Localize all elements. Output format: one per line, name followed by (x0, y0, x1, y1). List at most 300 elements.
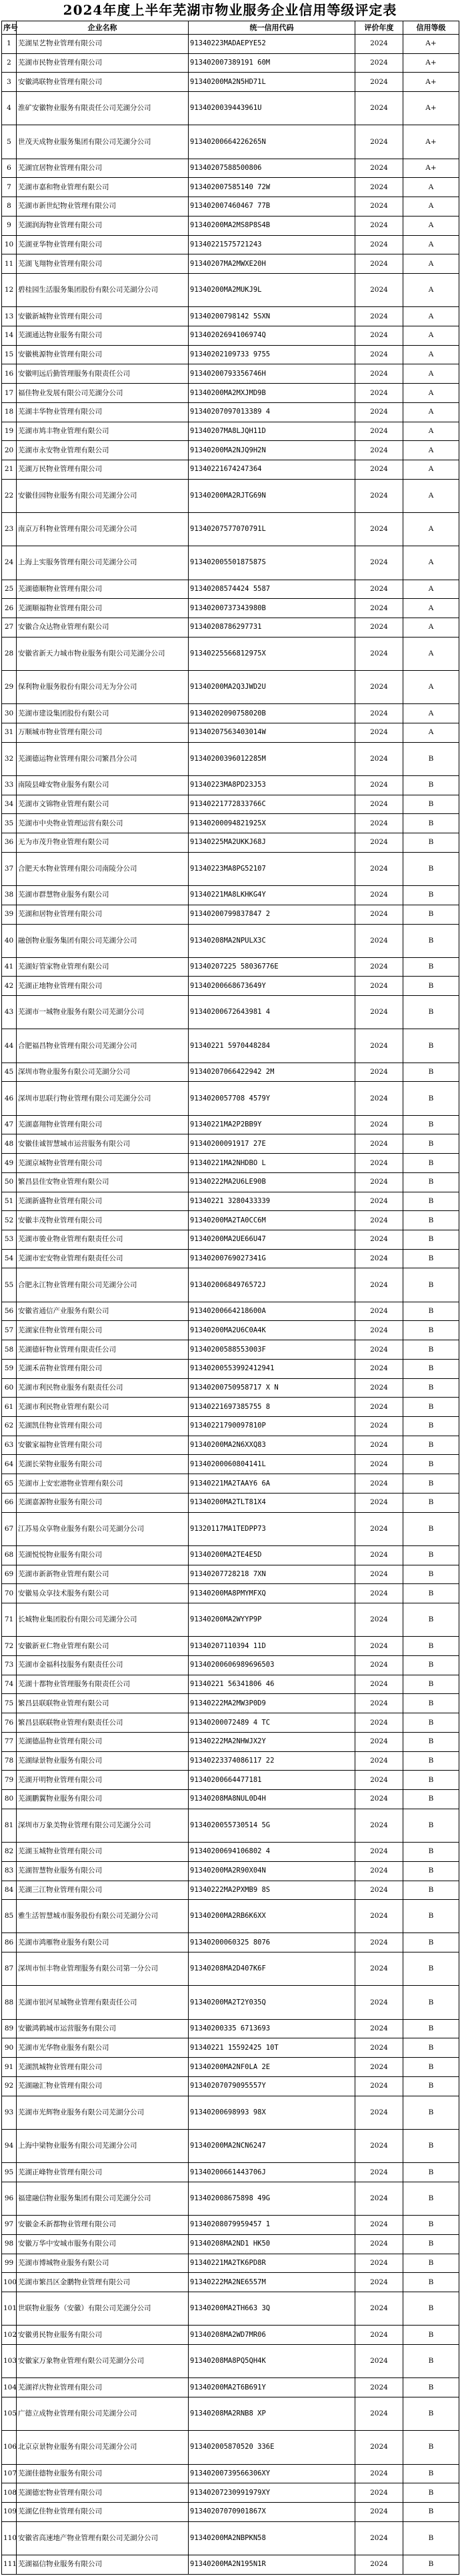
row-number: 65 (2, 1474, 17, 1494)
table-row (2, 364, 459, 384)
credit-code: 913402007460467 77B (189, 197, 355, 216)
credit-grade: B (403, 2129, 459, 2162)
table-row (2, 1359, 459, 1378)
credit-grade: B (403, 1398, 459, 1417)
row-number: 11 (2, 254, 17, 274)
credit-grade: A (403, 704, 459, 723)
evaluation-year: 2024 (355, 1675, 403, 1694)
company-name: 芜湖家佳物业管理有限公司 (17, 1321, 189, 1340)
evaluation-year: 2024 (355, 1134, 403, 1154)
evaluation-year: 2024 (355, 886, 403, 905)
company-name: 芜湖融汇物业管理有限公司 (17, 2076, 189, 2096)
company-name: 芜湖嘉翔物业管理有限公司 (17, 1115, 189, 1134)
row-number: 86 (2, 1933, 17, 1952)
credit-code: 91340208MA2NPULX3C (189, 924, 355, 957)
row-number: 66 (2, 1493, 17, 1512)
table-row (2, 1230, 459, 1250)
document-title: 2024年度上半年芜湖市物业服务企业信用等级评定表 (63, 2, 397, 18)
row-number: 48 (2, 1134, 17, 1154)
credit-code: 91340221697385755 8 (189, 1398, 355, 1417)
credit-code: 91340200684976572J (189, 1268, 355, 1302)
row-number: 13 (2, 307, 17, 326)
table-row (2, 2378, 459, 2397)
credit-grade: A+ (403, 53, 459, 73)
evaluation-year: 2024 (355, 254, 403, 274)
evaluation-year: 2024 (355, 1154, 403, 1173)
evaluation-year: 2024 (355, 2292, 403, 2326)
credit-grade: B (403, 1474, 459, 1494)
table-row (2, 2555, 459, 2574)
company-name: 芜湖市鸠丰物业管理有限公司 (17, 422, 189, 441)
evaluation-year: 2024 (355, 326, 403, 345)
evaluation-year: 2024 (355, 402, 403, 422)
credit-code: 91340200MA2MS8P8S4B (189, 216, 355, 235)
company-name: 芜湖丰华物业管理有限公司 (17, 402, 189, 422)
credit-code: 91340221MA8LKHKG4Y (189, 886, 355, 905)
row-number: 40 (2, 924, 17, 957)
credit-grade: B (403, 1545, 459, 1565)
row-number: 34 (2, 795, 17, 814)
credit-code: 91340200588553003F (189, 1340, 355, 1360)
credit-code: 91340202109733 9755 (189, 345, 355, 364)
evaluation-year: 2024 (355, 1986, 403, 2019)
company-name: 芜湖顺福物业管理有限公司 (17, 599, 189, 618)
credit-grade: B (403, 2163, 459, 2182)
row-number: 69 (2, 1565, 17, 1584)
row-number: 14 (2, 326, 17, 345)
table-row (2, 2397, 459, 2430)
company-name: 南京万科物业管理有限公司芜湖分公司 (17, 513, 189, 546)
table-row (2, 1900, 459, 1933)
credit-grade: B (403, 2344, 459, 2377)
company-name: 芜湖市光辉物业服务有限公司芜湖分公司 (17, 2096, 189, 2129)
credit-code: 91340207097013389 4 (189, 402, 355, 422)
table-row (2, 852, 459, 885)
row-number: 89 (2, 2019, 17, 2038)
credit-code: 91340221MA2TK6PD8R (189, 2254, 355, 2273)
credit-grade: B (403, 1302, 459, 1321)
credit-rating-table (1, 21, 459, 2575)
table-row (2, 35, 459, 54)
credit-grade: B (403, 924, 459, 957)
credit-code: 91340200060804141L (189, 1455, 355, 1474)
table-row (2, 2521, 459, 2555)
row-number: 91 (2, 2058, 17, 2077)
credit-grade: B (403, 1565, 459, 1584)
credit-grade: B (403, 905, 459, 924)
credit-code: 91340208MA8PQ5QH4K (189, 2344, 355, 2377)
credit-grade: B (403, 1230, 459, 1250)
company-name: 安徽丰茂物业管理有限公司 (17, 1211, 189, 1230)
evaluation-year: 2024 (355, 345, 403, 364)
table-row (2, 618, 459, 637)
table-row (2, 1398, 459, 1417)
credit-code: 91340200MA2RJTG69N (189, 479, 355, 512)
credit-code: 91340221 56341806 46 (189, 1675, 355, 1694)
credit-code: 91340200MA2TA0CC6M (189, 1211, 355, 1230)
row-number: 90 (2, 2038, 17, 2058)
row-number: 4 (2, 92, 17, 125)
table-row (2, 1455, 459, 1474)
table-row (2, 670, 459, 703)
evaluation-year: 2024 (355, 1771, 403, 1790)
table-row (2, 2326, 459, 2345)
table-row (2, 1732, 459, 1751)
company-name: 安徽易众享技术服务有限公司 (17, 1584, 189, 1603)
company-name: 安徽鸿联物业管理有限公司 (17, 73, 189, 92)
credit-code: 91340202090758020B (189, 704, 355, 723)
credit-grade: B (403, 2273, 459, 2292)
evaluation-year: 2024 (355, 580, 403, 599)
table-row (2, 775, 459, 795)
table-row (2, 2163, 459, 2182)
credit-grade: B (403, 2254, 459, 2273)
table-row (2, 1751, 459, 1771)
table-row (2, 307, 459, 326)
table-header-row (2, 21, 459, 35)
company-name: 繁昌县佳安物业管理有限公司 (17, 1172, 189, 1192)
row-number: 97 (2, 2216, 17, 2235)
evaluation-year: 2024 (355, 2521, 403, 2555)
table-row (2, 125, 459, 159)
evaluation-year: 2024 (355, 1933, 403, 1952)
credit-grade: B (403, 2326, 459, 2345)
company-name: 芜湖市鸿雁物业服务有限公司 (17, 1933, 189, 1952)
table-row (2, 1843, 459, 1862)
company-name: 深圳市物业服务有限公司芜湖分公司 (17, 1063, 189, 1082)
credit-grade: B (403, 2216, 459, 2235)
credit-grade: B (403, 1115, 459, 1134)
credit-code: 91340208786297731 (189, 618, 355, 637)
company-name: 芜湖德运物业管理有限公司繁昌分公司 (17, 742, 189, 775)
row-number: 21 (2, 460, 17, 480)
company-name: 芜湖宜居物业管理有限公司 (17, 159, 189, 178)
company-name: 南陵县峰安物业服务有限公司 (17, 775, 189, 795)
evaluation-year: 2024 (355, 1732, 403, 1751)
row-number: 46 (2, 1082, 17, 1115)
evaluation-year: 2024 (355, 1952, 403, 1986)
credit-code: 91340200739566306XY (189, 2464, 355, 2483)
credit-grade: A (403, 235, 459, 254)
credit-grade: B (403, 1082, 459, 1115)
credit-grade: A (403, 618, 459, 637)
company-name: 芜湖德顺物业管理有限公司 (17, 580, 189, 599)
company-name: 芜湖市永安物业管理有限公司 (17, 441, 189, 460)
table-row (2, 2234, 459, 2254)
company-name: 芜湖福信物业服务有限公司 (17, 2555, 189, 2574)
credit-grade: A (403, 441, 459, 460)
credit-grade: B (403, 1512, 459, 1545)
evaluation-year: 2024 (355, 1881, 403, 1900)
evaluation-year: 2024 (355, 1790, 403, 1809)
credit-grade: B (403, 742, 459, 775)
evaluation-year: 2024 (355, 384, 403, 403)
credit-grade: A (403, 670, 459, 703)
company-name: 深圳市恒丰物业管理服务有限公司第一分公司 (17, 1952, 189, 1986)
credit-grade: B (403, 1192, 459, 1211)
credit-grade: B (403, 1861, 459, 1881)
credit-grade: B (403, 795, 459, 814)
credit-grade: B (403, 1986, 459, 2019)
company-name: 福建融信物业服务集团有限公司芜湖分公司 (17, 2182, 189, 2215)
company-name: 芜湖嘉源物业服务有限公司 (17, 1493, 189, 1512)
table-row (2, 1154, 459, 1173)
evaluation-year: 2024 (355, 2483, 403, 2503)
evaluation-year: 2024 (355, 1656, 403, 1675)
credit-grade: A (403, 274, 459, 307)
table-row (2, 441, 459, 460)
credit-code: 91340200396012285M (189, 742, 355, 775)
company-name: 芜湖市骏业物业管理有限责任公司 (17, 1230, 189, 1250)
evaluation-year: 2024 (355, 723, 403, 742)
table-row (2, 546, 459, 580)
credit-code: 91340200MA2RB6K6XX (189, 1900, 355, 1933)
evaluation-year: 2024 (355, 1082, 403, 1115)
credit-code: 91340208MA8NUL0D4H (189, 1790, 355, 1809)
table-row (2, 2216, 459, 2235)
row-number: 31 (2, 723, 17, 742)
credit-grade: B (403, 977, 459, 996)
credit-grade: A (403, 513, 459, 546)
table-row (2, 833, 459, 853)
credit-grade: A (403, 723, 459, 742)
row-number: 67 (2, 1512, 17, 1545)
company-name: 芜湖市银河星城物业管理有限责任公司 (17, 1986, 189, 2019)
table-row (2, 814, 459, 833)
company-name: 芜湖德轩物业管理有限责任公司 (17, 1340, 189, 1360)
table-row (2, 2254, 459, 2273)
row-number: 85 (2, 1900, 17, 1933)
company-name: 融创物业服务集团有限公司芜湖分公司 (17, 924, 189, 957)
company-name: 芜湖亚华物业管理有限公司 (17, 235, 189, 254)
company-name: 繁昌县联联物业管理有限责任公司 (17, 1713, 189, 1733)
credit-grade: B (403, 1268, 459, 1302)
row-number: 45 (2, 1063, 17, 1082)
company-name: 安徽桃源物业管理有限公司 (17, 345, 189, 364)
table-row (2, 977, 459, 996)
row-number: 72 (2, 1637, 17, 1656)
evaluation-year: 2024 (355, 197, 403, 216)
table-row (2, 2019, 459, 2038)
company-name: 芜湖十都物业管理服务有限责任公司 (17, 1675, 189, 1694)
company-name: 芜湖万民物业管理有限公司 (17, 460, 189, 480)
table-row (2, 1512, 459, 1545)
header-company-name: 企业名称 (17, 21, 189, 35)
row-number: 3 (2, 73, 17, 92)
credit-code: 91340200MA2UE66U47 (189, 1230, 355, 1250)
company-name: 芜湖市繁昌区金鹏物业管理有限公司 (17, 2273, 189, 2292)
evaluation-year: 2024 (355, 1063, 403, 1082)
company-name: 芜湖禾苗物业管理有限公司 (17, 1359, 189, 1378)
table-row (2, 1302, 459, 1321)
row-number: 84 (2, 1881, 17, 1900)
evaluation-year: 2024 (355, 1474, 403, 1494)
credit-grade: B (403, 2502, 459, 2521)
company-name: 安徽新城物业管理有限公司 (17, 307, 189, 326)
company-name: 芜湖市一城物业服务有限公司芜湖分公司 (17, 996, 189, 1029)
credit-code: 91340222MA2NE6557M (189, 2273, 355, 2292)
evaluation-year: 2024 (355, 2019, 403, 2038)
company-name: 安徽万华中安城市服务有限公司 (17, 2234, 189, 2254)
evaluation-year: 2024 (355, 1268, 403, 1302)
credit-code: 91340200MA2N5HD71L (189, 73, 355, 92)
credit-grade: B (403, 1063, 459, 1082)
evaluation-year: 2024 (355, 957, 403, 977)
credit-grade: B (403, 1029, 459, 1063)
credit-grade: B (403, 1790, 459, 1809)
credit-code: 91340225MA2UKKJ68J (189, 833, 355, 853)
evaluation-year: 2024 (355, 1900, 403, 1933)
row-number: 8 (2, 197, 17, 216)
evaluation-year: 2024 (355, 2555, 403, 2574)
table-row (2, 1637, 459, 1656)
table-row (2, 2038, 459, 2058)
evaluation-year: 2024 (355, 2038, 403, 2058)
evaluation-year: 2024 (355, 1809, 403, 1842)
credit-code: 913402007389191 60M (189, 53, 355, 73)
row-number: 55 (2, 1268, 17, 1302)
row-number: 88 (2, 1986, 17, 2019)
company-name: 芜湖市文锦物业管理有限公司 (17, 795, 189, 814)
credit-grade: B (403, 1952, 459, 1986)
row-number: 87 (2, 1952, 17, 1986)
company-name: 芜湖市中央物业管理运营有限公司 (17, 814, 189, 833)
row-number: 15 (2, 345, 17, 364)
row-number: 60 (2, 1378, 17, 1398)
credit-grade: B (403, 2234, 459, 2254)
credit-code: 913402007585140 72W (189, 178, 355, 197)
row-number: 9 (2, 216, 17, 235)
table-row (2, 1134, 459, 1154)
credit-grade: B (403, 2058, 459, 2077)
row-number: 106 (2, 2431, 17, 2464)
evaluation-year: 2024 (355, 1512, 403, 1545)
row-number: 74 (2, 1675, 17, 1694)
table-row (2, 1029, 459, 1063)
row-number: 63 (2, 1436, 17, 1455)
table-row (2, 2273, 459, 2292)
credit-code: 91340208079959457 1 (189, 2216, 355, 2235)
credit-grade: A+ (403, 92, 459, 125)
company-name: 保利物业服务股份有限公司无为分公司 (17, 670, 189, 703)
table-row (2, 1192, 459, 1211)
credit-grade: A (403, 402, 459, 422)
evaluation-year: 2024 (355, 1751, 403, 1771)
credit-grade: B (403, 996, 459, 1029)
row-number: 29 (2, 670, 17, 703)
evaluation-year: 2024 (355, 1249, 403, 1268)
evaluation-year: 2024 (355, 704, 403, 723)
evaluation-year: 2024 (355, 2502, 403, 2521)
table-row (2, 886, 459, 905)
evaluation-year: 2024 (355, 1321, 403, 1340)
credit-code: 91340200MA2NBPKN58 (189, 2521, 355, 2555)
credit-code: 91340208MA2ND1 HK50 (189, 2234, 355, 2254)
credit-grade: A (403, 580, 459, 599)
table-row (2, 1565, 459, 1584)
credit-grade: A (403, 216, 459, 235)
credit-grade: B (403, 1172, 459, 1192)
credit-code: 91340200MA2MUKJ9L (189, 274, 355, 307)
company-name: 碧桂园生活服务集团股份有限公司芜湖分公司 (17, 274, 189, 307)
table-row (2, 2431, 459, 2464)
table-row (2, 73, 459, 92)
table-row (2, 637, 459, 670)
evaluation-year: 2024 (355, 1545, 403, 1565)
credit-code: 91340200MA2WYYP9P (189, 1603, 355, 1637)
row-number: 100 (2, 2273, 17, 2292)
row-number: 12 (2, 274, 17, 307)
company-name: 芜湖润海物业管理有限公司 (17, 216, 189, 235)
header-year: 评价年度 (355, 21, 403, 35)
row-number: 23 (2, 513, 17, 546)
table-row (2, 1417, 459, 1436)
credit-grade: B (403, 2076, 459, 2096)
credit-grade: B (403, 2378, 459, 2397)
credit-grade: B (403, 1603, 459, 1637)
credit-code: 91340200MA2NJQ9H2N (189, 441, 355, 460)
credit-code: 91340200MA2MXJMD9B (189, 384, 355, 403)
evaluation-year: 2024 (355, 2273, 403, 2292)
credit-code: 91340200335 6713693 (189, 2019, 355, 2038)
credit-code: 91340221 5970448284 (189, 1029, 355, 1063)
company-name: 芜湖市宏安物业管理有限责任公司 (17, 1249, 189, 1268)
credit-grade: A (403, 326, 459, 345)
credit-code: 91340207588500806 (189, 159, 355, 178)
table-row (2, 1082, 459, 1115)
credit-grade: A (403, 384, 459, 403)
credit-grade: B (403, 1455, 459, 1474)
credit-grade: B (403, 1843, 459, 1862)
evaluation-year: 2024 (355, 1398, 403, 1417)
credit-grade: A (403, 460, 459, 480)
row-number: 50 (2, 1172, 17, 1192)
company-name: 芜湖市群慧物业服务有限公司 (17, 886, 189, 905)
credit-code: 91340222MA2MW3P0D9 (189, 1694, 355, 1713)
row-number: 99 (2, 2254, 17, 2273)
table-row (2, 1771, 459, 1790)
row-number: 92 (2, 2076, 17, 2096)
company-name: 安徽省高速地产物业管理有限公司芜湖分公司 (17, 2521, 189, 2555)
row-number: 59 (2, 1359, 17, 1378)
evaluation-year: 2024 (355, 364, 403, 384)
table-row (2, 402, 459, 422)
row-number: 22 (2, 479, 17, 512)
company-name: 芜湖开明物业管理有限公司 (17, 1771, 189, 1790)
credit-grade: A (403, 637, 459, 670)
row-number: 5 (2, 125, 17, 159)
credit-grade: B (403, 852, 459, 885)
company-name: 芜湖佳德物业服务有限公司 (17, 2464, 189, 2483)
row-number: 81 (2, 1809, 17, 1842)
evaluation-year: 2024 (355, 441, 403, 460)
credit-grade: B (403, 2182, 459, 2215)
table-row (2, 996, 459, 1029)
row-number: 82 (2, 1843, 17, 1862)
company-name: 芜湖凯城物业管理有限公司 (17, 2058, 189, 2077)
company-name: 广德立成物业管理有限公司芜湖分公司 (17, 2397, 189, 2430)
credit-code: 91320117MA1TEDPP73 (189, 1512, 355, 1545)
credit-grade: B (403, 2096, 459, 2129)
credit-grade: A (403, 197, 459, 216)
credit-grade: B (403, 2292, 459, 2326)
credit-code: 91340200MA2N6XXQ83 (189, 1436, 355, 1455)
evaluation-year: 2024 (355, 1211, 403, 1230)
credit-code: 91340200664226265N (189, 125, 355, 159)
table-row (2, 1321, 459, 1340)
credit-code: 91340200698993 98X (189, 2096, 355, 2129)
evaluation-year: 2024 (355, 2464, 403, 2483)
